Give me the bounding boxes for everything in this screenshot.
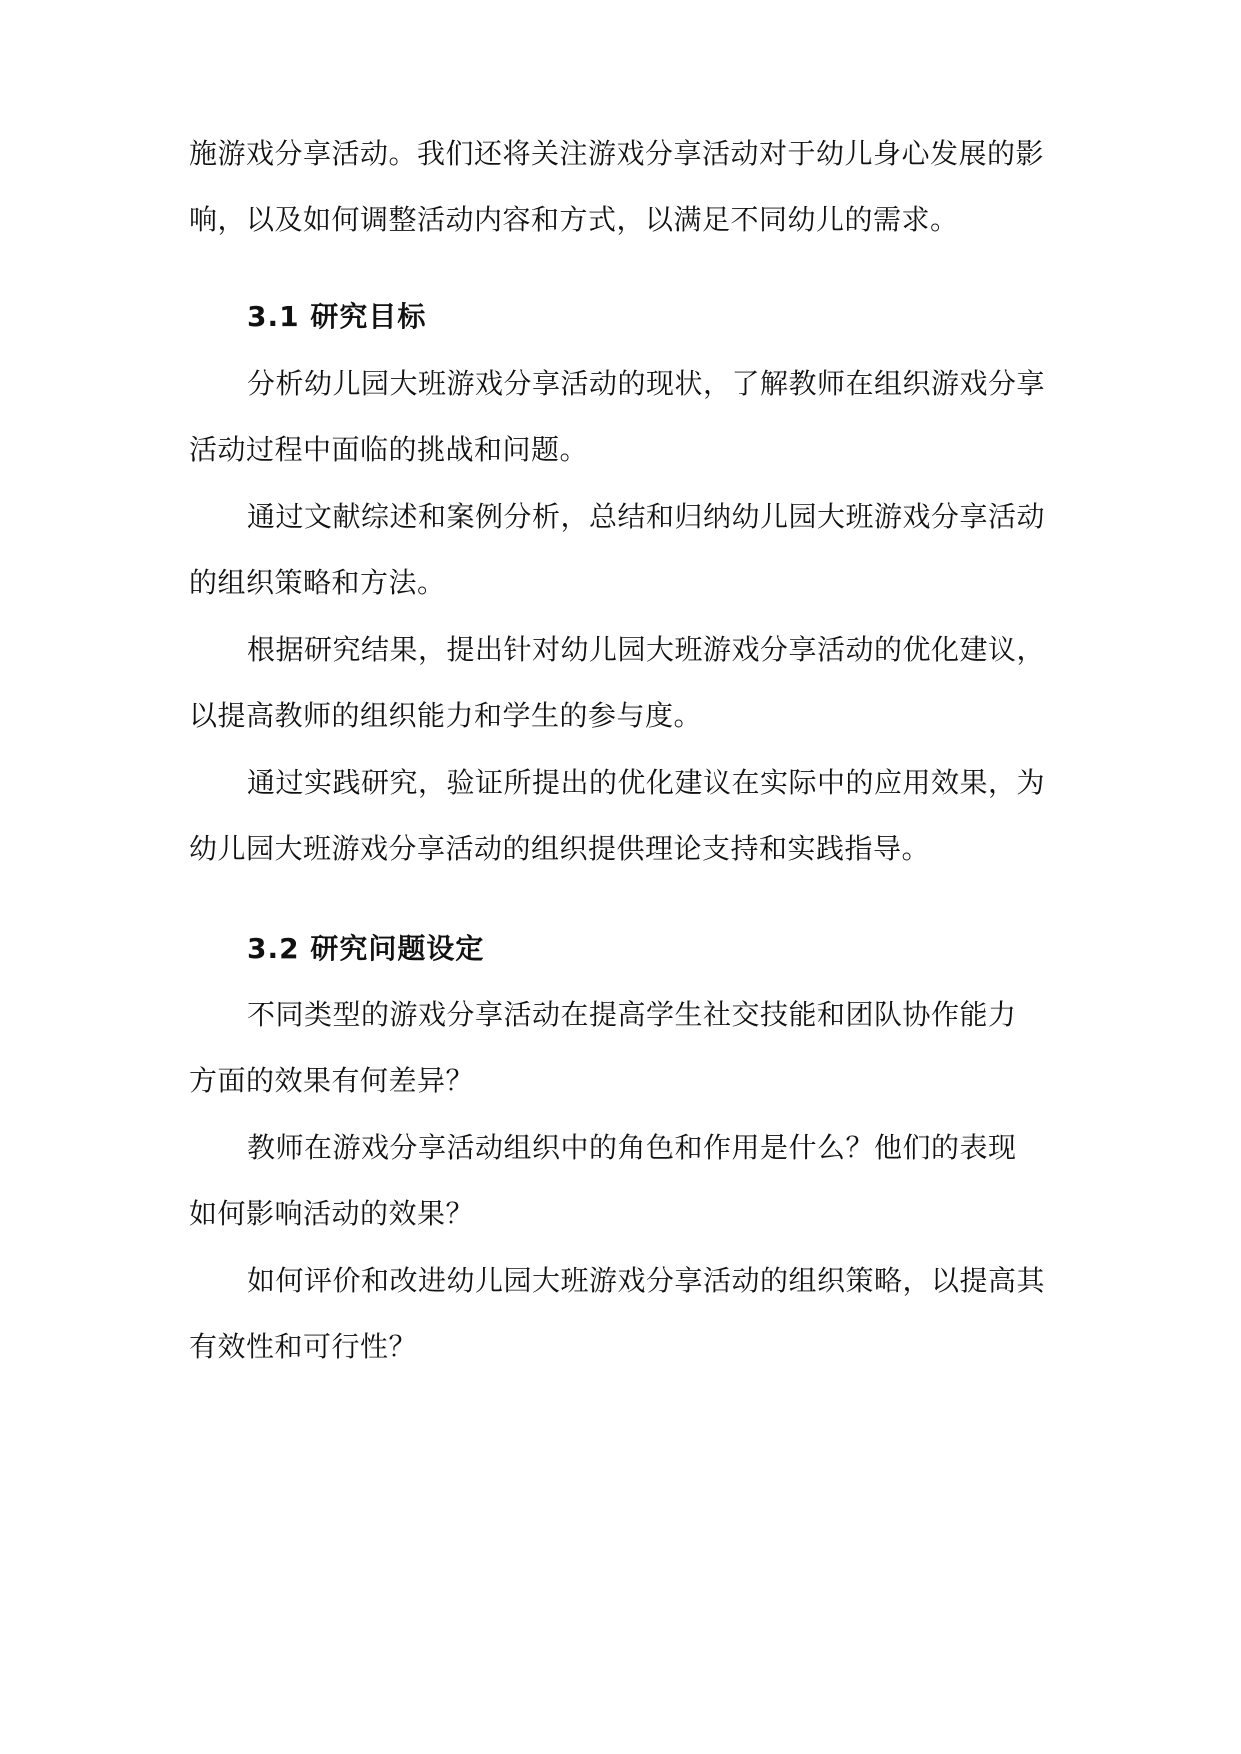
section-heading-3-2: 3.2 研究问题设定 [247,932,485,965]
paragraph-line: 以提高教师的组织能力和学生的参与度。 [189,699,703,732]
paragraph-line: 不同类型的游戏分享活动在提高学生社交技能和团队协作能力 [247,998,1017,1031]
paragraph-line: 活动过程中面临的挑战和问题。 [189,433,589,466]
paragraph-line: 通过实践研究，验证所提出的优化建议在实际中的应用效果，为 [247,766,1046,799]
paragraph-line: 如何评价和改进幼儿园大班游戏分享活动的组织策略，以提高其 [247,1264,1046,1297]
paragraph-line: 教师在游戏分享活动组织中的角色和作用是什么？他们的表现 [247,1131,1017,1164]
paragraph-line: 的组织策略和方法。 [189,566,446,599]
paragraph-line: 方面的效果有何差异？ [189,1064,475,1097]
intro-line-1: 施游戏分享活动。我们还将关注游戏分享活动对于幼儿身心发展的影 [189,137,1045,170]
paragraph-line: 根据研究结果，提出针对幼儿园大班游戏分享活动的优化建议， [247,633,1046,666]
section-heading-3-1: 3.1 研究目标 [247,300,427,333]
paragraph-line: 有效性和可行性？ [189,1330,418,1363]
paragraph-line: 通过文献综述和案例分析，总结和归纳幼儿园大班游戏分享活动 [247,500,1046,533]
paragraph-line: 如何影响活动的效果？ [189,1197,475,1230]
paragraph-line: 分析幼儿园大班游戏分享活动的现状，了解教师在组织游戏分享 [247,367,1046,400]
intro-line-2: 响，以及如何调整活动内容和方式，以满足不同幼儿的需求。 [189,203,959,236]
paragraph-line: 幼儿园大班游戏分享活动的组织提供理论支持和实践指导。 [189,832,931,865]
